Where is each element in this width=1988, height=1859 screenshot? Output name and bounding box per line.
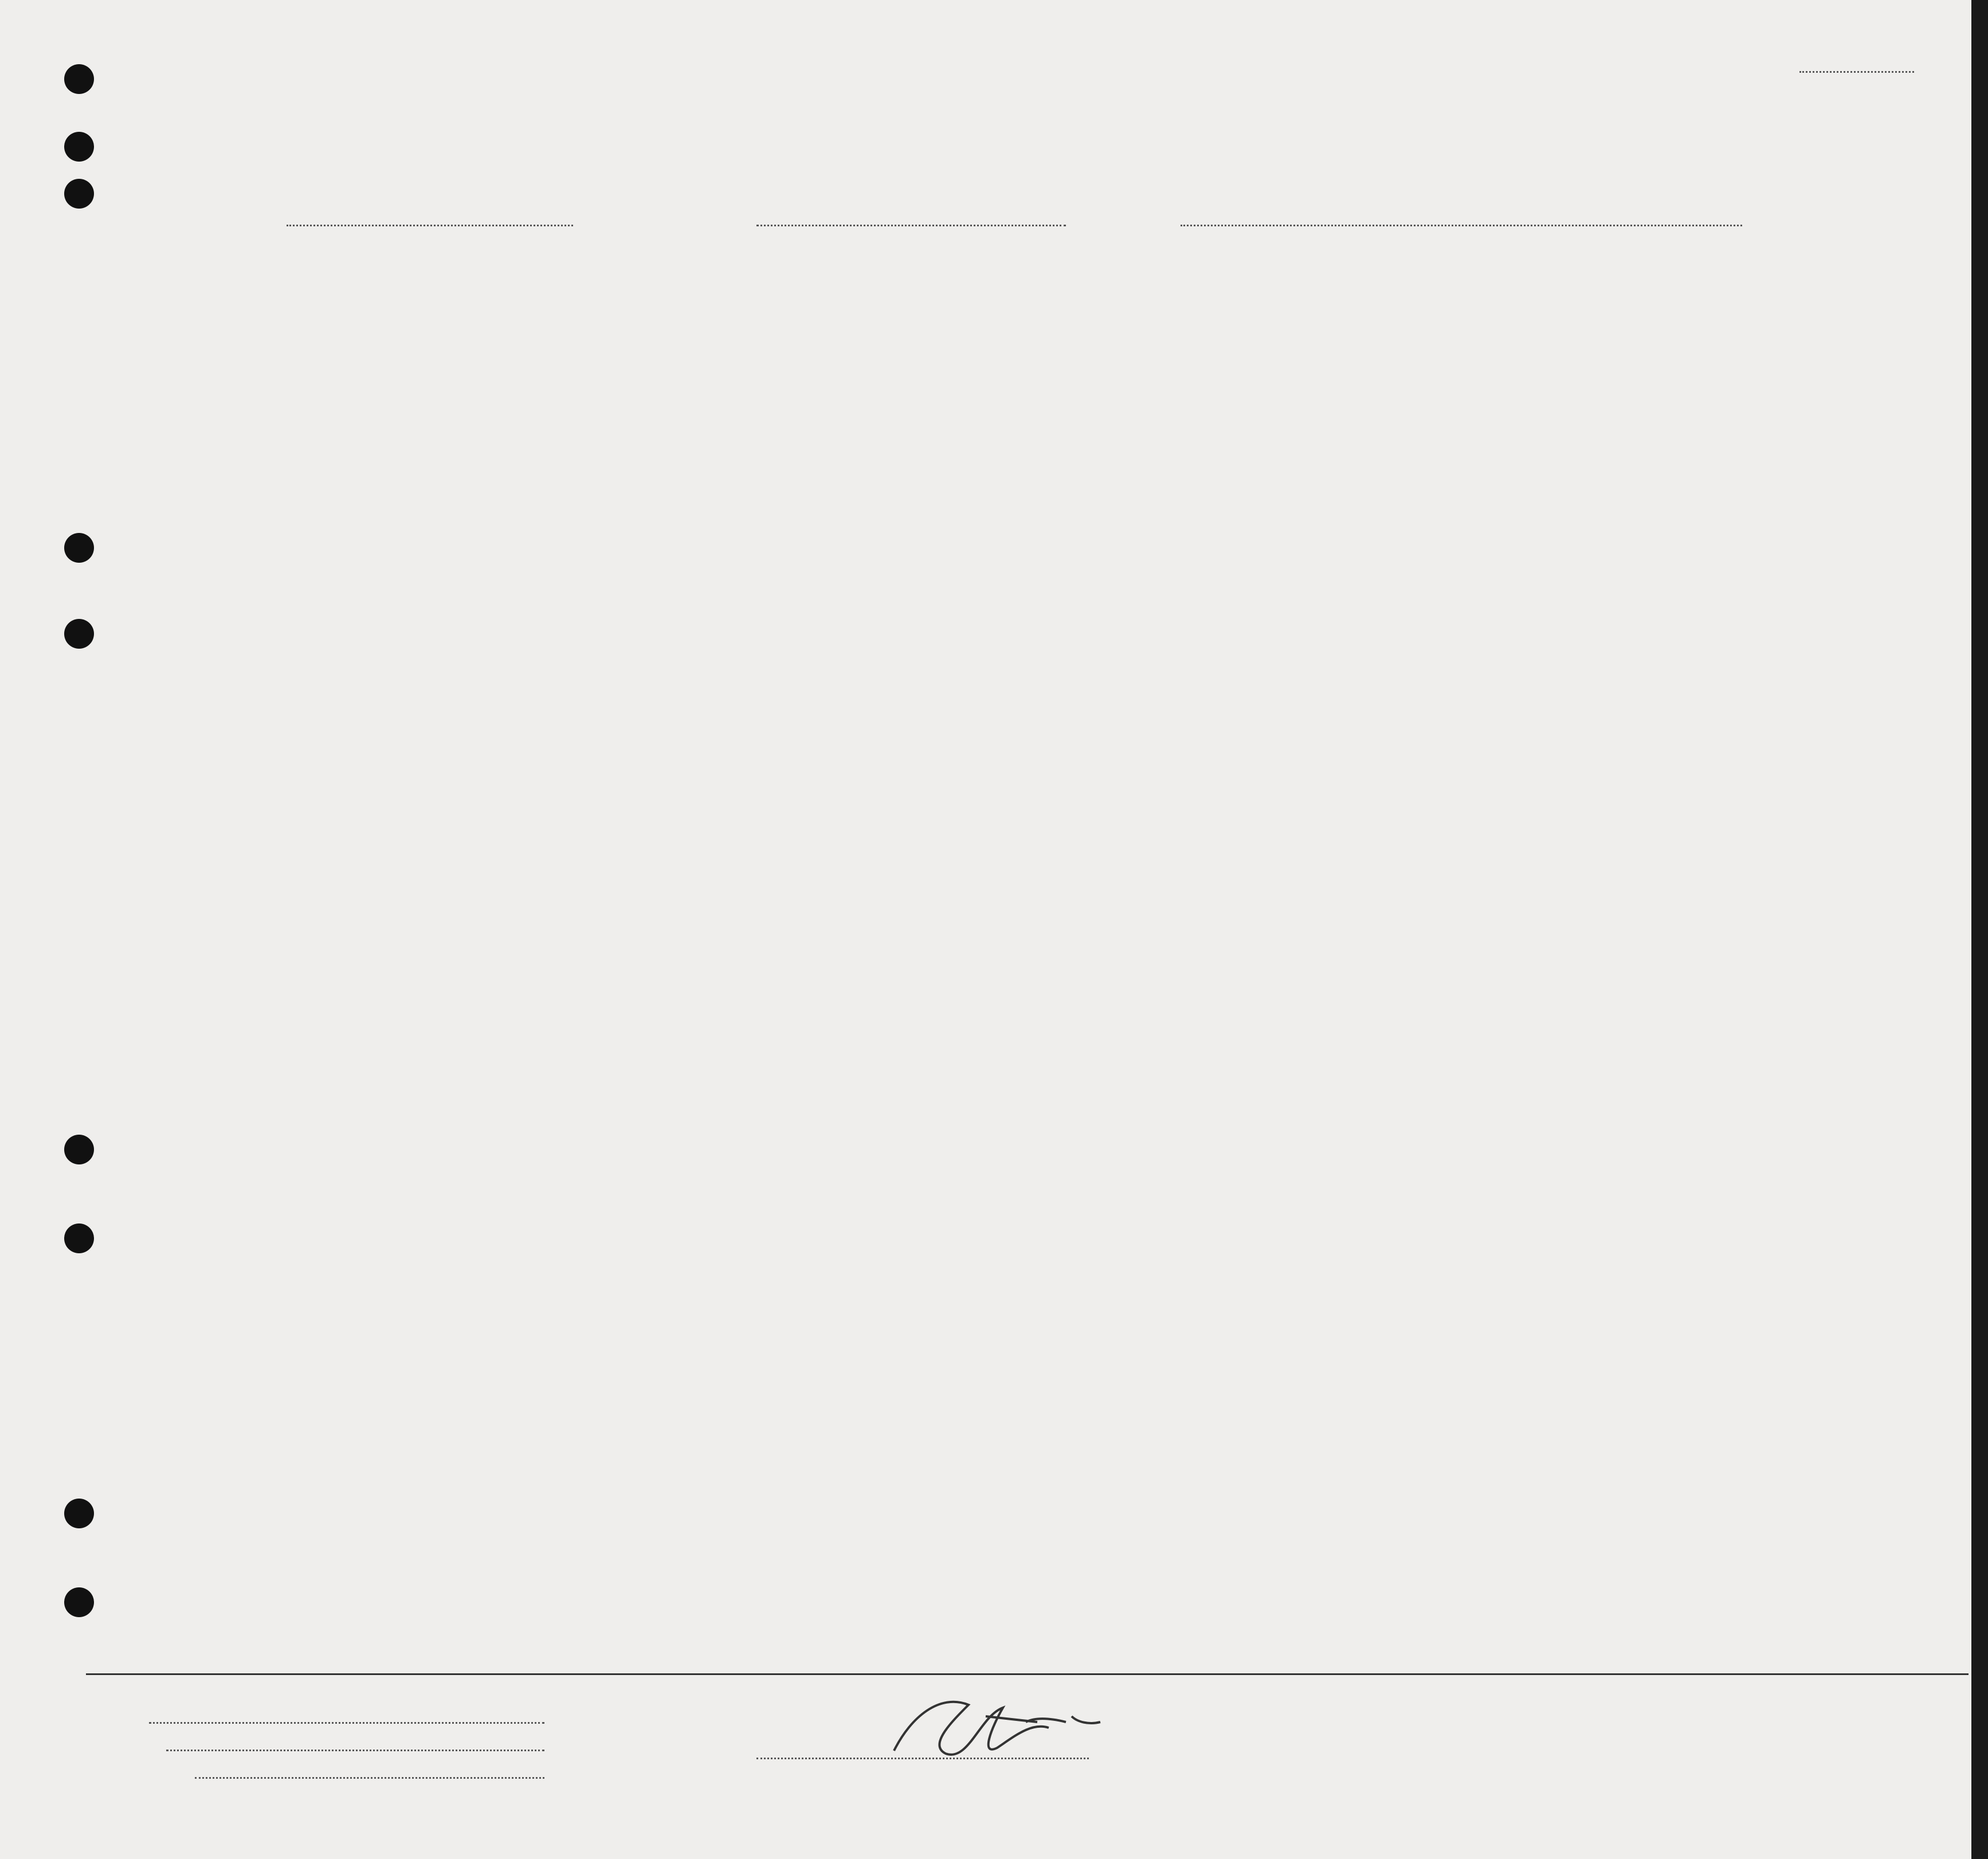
punch-hole <box>64 179 94 209</box>
punch-hole <box>64 1223 94 1253</box>
punch-hole <box>64 619 94 649</box>
footer-divider <box>86 1673 1969 1675</box>
vessel-line <box>287 225 573 226</box>
footer-owners-field <box>166 1750 544 1751</box>
port-line <box>756 225 1066 226</box>
sheet-no-line <box>1799 71 1914 73</box>
punch-hole <box>64 533 94 563</box>
punch-hole <box>64 1135 94 1164</box>
punch-hole <box>64 1587 94 1617</box>
inspector-line <box>756 1758 1089 1759</box>
arriving-line <box>1181 225 1742 226</box>
footer-agents-field <box>195 1777 544 1779</box>
inspector-signature <box>860 1682 1135 1768</box>
punch-hole <box>64 132 94 162</box>
punch-hole <box>64 1499 94 1528</box>
punch-hole <box>64 64 94 94</box>
footer-line-field <box>149 1722 544 1724</box>
